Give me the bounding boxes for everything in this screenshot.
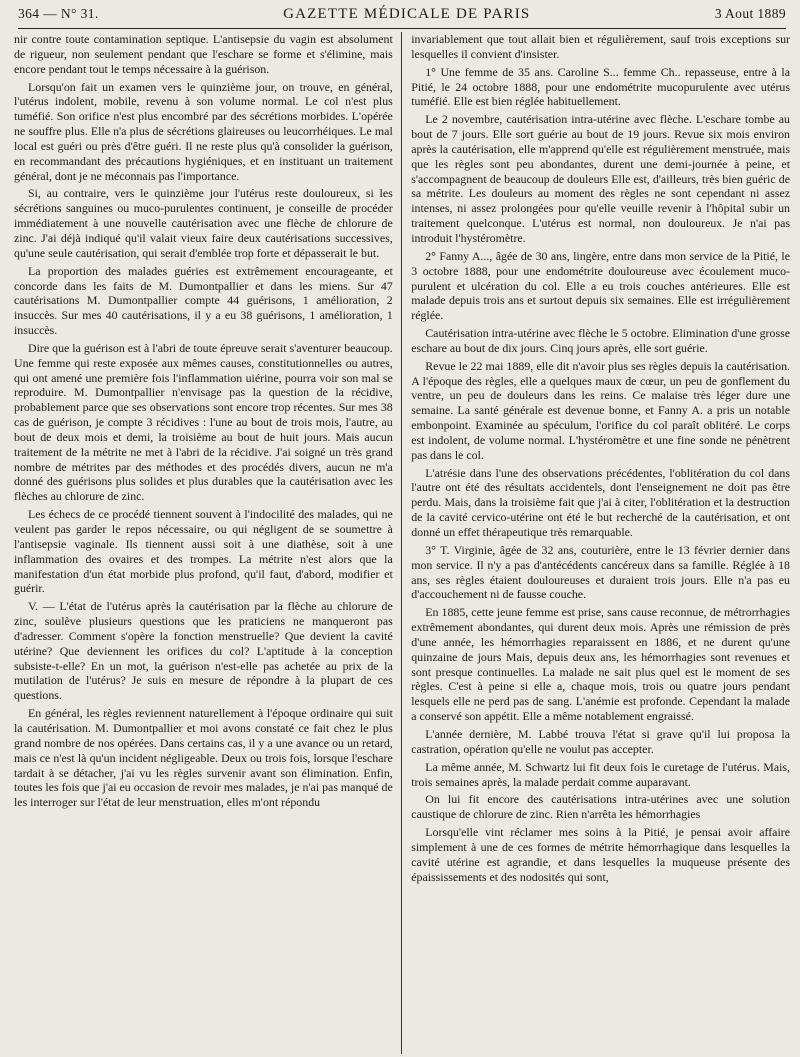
paragraph: L'atrésie dans l'une des observations précédentes, l'oblitération du col dans l'autre ont été des résultats accidentels, dont l'enseignement ne doit pas être perdu. Mais, dans la troisième fait que j'ai à citer, l'oblitération et la destruction de la cavité cervico-utérine ont été le but recherché de la cautérisation, et ont donné un effet thérapeutique très remarquable.: [411, 465, 790, 539]
paragraph: La proportion des malades guéries est extrêmement encourageante, et concorde dans les faits de M. Dumontpallier et dans les miens. Sur 47 cautérisations M. Dumontpallier compte 44 guérisons, 1 amélioration, 2 insuccès. Sur mes 40 cautérisations, il y a eu 38 guérisons, 1 amélioration, 1 insuccès.: [14, 263, 393, 338]
paragraph: Revue le 22 mai 1889, elle dit n'avoir plus ses règles depuis la cautérisation. A l'époque des règles, elle a quelques maux de cœur, un peu de gonflement du ventre, un peu de douleurs dans les reins. Ce malaise très léger dure une semaine. La santé générale est devenue bonne, et Fanny A. a pris un notable embonpoint. Examinée au spéculum, l'orifice du col paraît oblitéré. Le corps est indolent, de volume normal. L'hystéromètre et une fine sonde ne pénètrent pas dans le col.: [411, 358, 790, 462]
paragraph: Si, au contraire, vers le quinzième jour l'utérus reste douloureux, si les sécrétions sanguines ou muco-purulentes continuent, je conseille de procéder immédiatement à une nouvelle cautérisation avec une flèche de chlorure de zinc. J'ai déjà indiqué qu'il valait vieux faire deux cautérisations successives, qu'une seule cautérisation, qui serait d'emblée trop forte et dépasserait le but.: [14, 186, 393, 260]
paragraph: La même année, M. Schwartz lui fit deux fois le curetage de l'utérus. Mais, trois semaines après, la malade perdait comme auparavant.: [411, 759, 790, 789]
paragraph: Cautérisation intra-utérine avec flèche le 5 octobre. Elimination d'une grosse eschare au bout de dix jours. Cinq jours après, elle sort guérie.: [411, 326, 790, 355]
page-header: [18, 0, 786, 29]
paragraph: Lorsqu'elle vint réclamer mes soins à la Pitié, je pensai avoir affaire simplement à une de ces formes de métrite hémorrhagique dans lesquelles la cavité utérine est agrandie, et dans lesquelles la muqueuse présente des épaississements et des nodosités qui sont,: [411, 825, 790, 884]
paragraph: Le 2 novembre, cautérisation intra-utérine avec flèche. L'eschare tombe au bout de 7 jours. Elle sort guérie au bout de 19 jours. Revue six mois environ après la cautérisation, elle m'apprend qu'elle est régulièrement menstruée, mais que les règles sont peu abondantes, durent une demi-journée à peine, et s'accompagnent de beaucoup de douleurs Elle est, d'ailleurs, très bien guéric de sa métrite. Les douleurs au moment des règles ne sont cependant ni assez intenses, ni assez prolongées pour qu'elle veuille revenir à l'hôpital subir un traitement quelconque. L'utérus est normal, non douloureux. Je n'ai pas introduit l'hystéromètre.: [411, 112, 790, 245]
case-paragraph: 2° Fanny A..., âgée de 30 ans, lingère, entre dans mon service de la Pitié, le 3 octobre 1888, pour une endométrite douloureuse avec écoulement muco-purulent et ulcération du col. Elle a eu trois couches antérieures. Elle est malade depuis trois ans et surtout depuis six semaines. Elle est irrégulièrement réglée.: [411, 248, 790, 323]
paragraph: Les échecs de ce procédé tiennent souvent à l'indocilité des malades, qui ne veulent pas garder le repos nécessaire, ou qui négligent de se soumettre à l'antisepsie vaginale. Ils tiennent aussi soit à une diathèse, soit à une inflammation des ovaires et des trompes. La métrite n'est alors que la manifestation d'un état morbide plus profond, qu'il faut, d'abord, modifier et guérir.: [14, 507, 393, 596]
paragraph: L'année dernière, M. Labbé trouva l'état si grave qu'il lui proposa la castration, opération qu'elle ne voulut pas accepter.: [411, 726, 790, 756]
paragraph: nir contre toute contamination septique. L'antisepsie du vagin est absolument de rigueur, non seulement pendant que l'eschare se forme et s'élimine, mais encore pendant tout le temps nécessaire à la guérison.: [14, 32, 393, 76]
paragraph: invariablement que tout allait bien et régulièrement, sauf trois exceptions sur lesquelles il convient d'insister.: [411, 32, 790, 61]
left-column: [14, 32, 401, 1054]
case-paragraph: 3° T. Virginie, âgée de 32 ans, couturière, entre le 13 février dernier dans mon service. Il n'y a pas d'antécédents cancéreux dans sa famille. Réglée à 18 ans, ses règles étaient douloureuses et duraient trois jours. Elle n'a pas eu d'accouchement ni de fausse couche.: [411, 542, 790, 602]
paragraph: Dire que la guérison est à l'abri de toute épreuve serait s'aventurer beaucoup. Une femme qui reste exposée aux mêmes causes, constitutionnelles ou autres, qui ont amené une première fois l'inflammation uiérine, pourra voir son mal se reproduire. M. Dumontpallier n'envisage pas la question de la récidive, probablement parce que ses observations sont encore trop récentes. Sur mes 38 cas de guérison, je compte 3 récidives : l'une au bout de trois mois, l'autre, au bout de deux mois et demi, la troisième au bout de huit jours. Mais aucun traitement de la métrite ne met à l'abri de la récidive. J'ai soigné un très grand nombre de métrites par des méthodes et des procédés divers, aucun ne m'a donné des guérisons plus solides et plus durables que la cautérisation avec les flèches au chlorure de zinc.: [14, 340, 393, 504]
right-column: [402, 32, 790, 1054]
text-columns: [14, 32, 790, 1054]
paragraph: En général, les règles reviennent naturellement à l'époque ordinaire qui suit la cautérisation. M. Dumontpallier et moi avons constaté ce fait chez le plus grand nombre de nos opérées. Dans certains cas, il y a une avance ou un retard, mais ce n'est là qu'un incident négligeable. Deux ou trois fois, lorsque l'eschare tardait à se détacher, j'ai vu les règles survenir avant son élimination. Enfin, toutes les fois que j'ai eu occasion de revoir mes malades, je n'ai pas manqué de les interroger sur l'état de leur menstruation, elles m'ont répondu: [14, 706, 393, 810]
page-number: 364 — N° 31.: [18, 6, 99, 21]
journal-title: GAZETTE MÉDICALE DE PARIS: [283, 5, 531, 22]
paragraph: On lui fit encore des cautérisations intra-utérines avec une solution caustique de chlorure de zinc. Rien n'arrêta les hémorrhagies: [411, 792, 790, 822]
issue-date: 3 Aout 1889: [714, 6, 786, 21]
paragraph: En 1885, cette jeune femme est prise, sans cause reconnue, de métrorrhagies extrêmement abondantes, qui durent deux mois. Après une rémission de près d'une année, les hémorrhagies reparaissent en 1886, et ne durent qu'une quinzaine de jours Mais, depuis deux ans, les hémorrhagies sont revenues et sont presque continuelles. La malade ne sait plus quel est le moment de ses règles. C'est à peine si elle a, chaque mois, trois ou quatre jours pendant lesquels elle ne perd pas de sang. L'anémie est profonde. Cependant la malade a conservé son appétit. Elle a même notablement engraissé.: [411, 605, 790, 724]
section-paragraph: V. — L'état de l'utérus après la cautérisation par la flèche au chlorure de zinc, soulève plusieurs questions que les praticiens ne manqueront pas d'adresser. Comment s'opère la fonction menstruelle? Que devient la cavité utérine? Que deviennent les orifices du col? L'aptitude à la conception subsiste-t-elle? En un mot, la guérison n'est-elle pas achetée au prix de la mutilation de l'utérus? Je suis en mesure de répondre à la plupart de ces questions.: [14, 599, 393, 703]
paragraph: Lorsqu'on fait un examen vers le quinzième jour, on trouve, en général, l'utérus indolent, mobile, revenu à son volume normal. Le col n'est plus tuméfié. Son orifice n'est plus encombré par des sécrétions morbides. L'opérée ne souffre plus. Elle n'a plus de sécrétions glaireuses ou leucorrhéiques. Le mal local est guéri ou près d'être guéri. Il ne reste plus qu'à consolider la guérison, en recommandant des précautions hygiéniques, et en instituant un traitement général, dont je ne méconnais pas l'importance.: [14, 79, 393, 183]
case-paragraph: 1° Une femme de 35 ans. Caroline S... femme Ch.. repasseuse, entre à la Pitié, le 24 octobre 1888, pour une endométrite mucopurulente avec utérus tuméfié. Elle est bien réglée habituellement.: [411, 64, 790, 109]
